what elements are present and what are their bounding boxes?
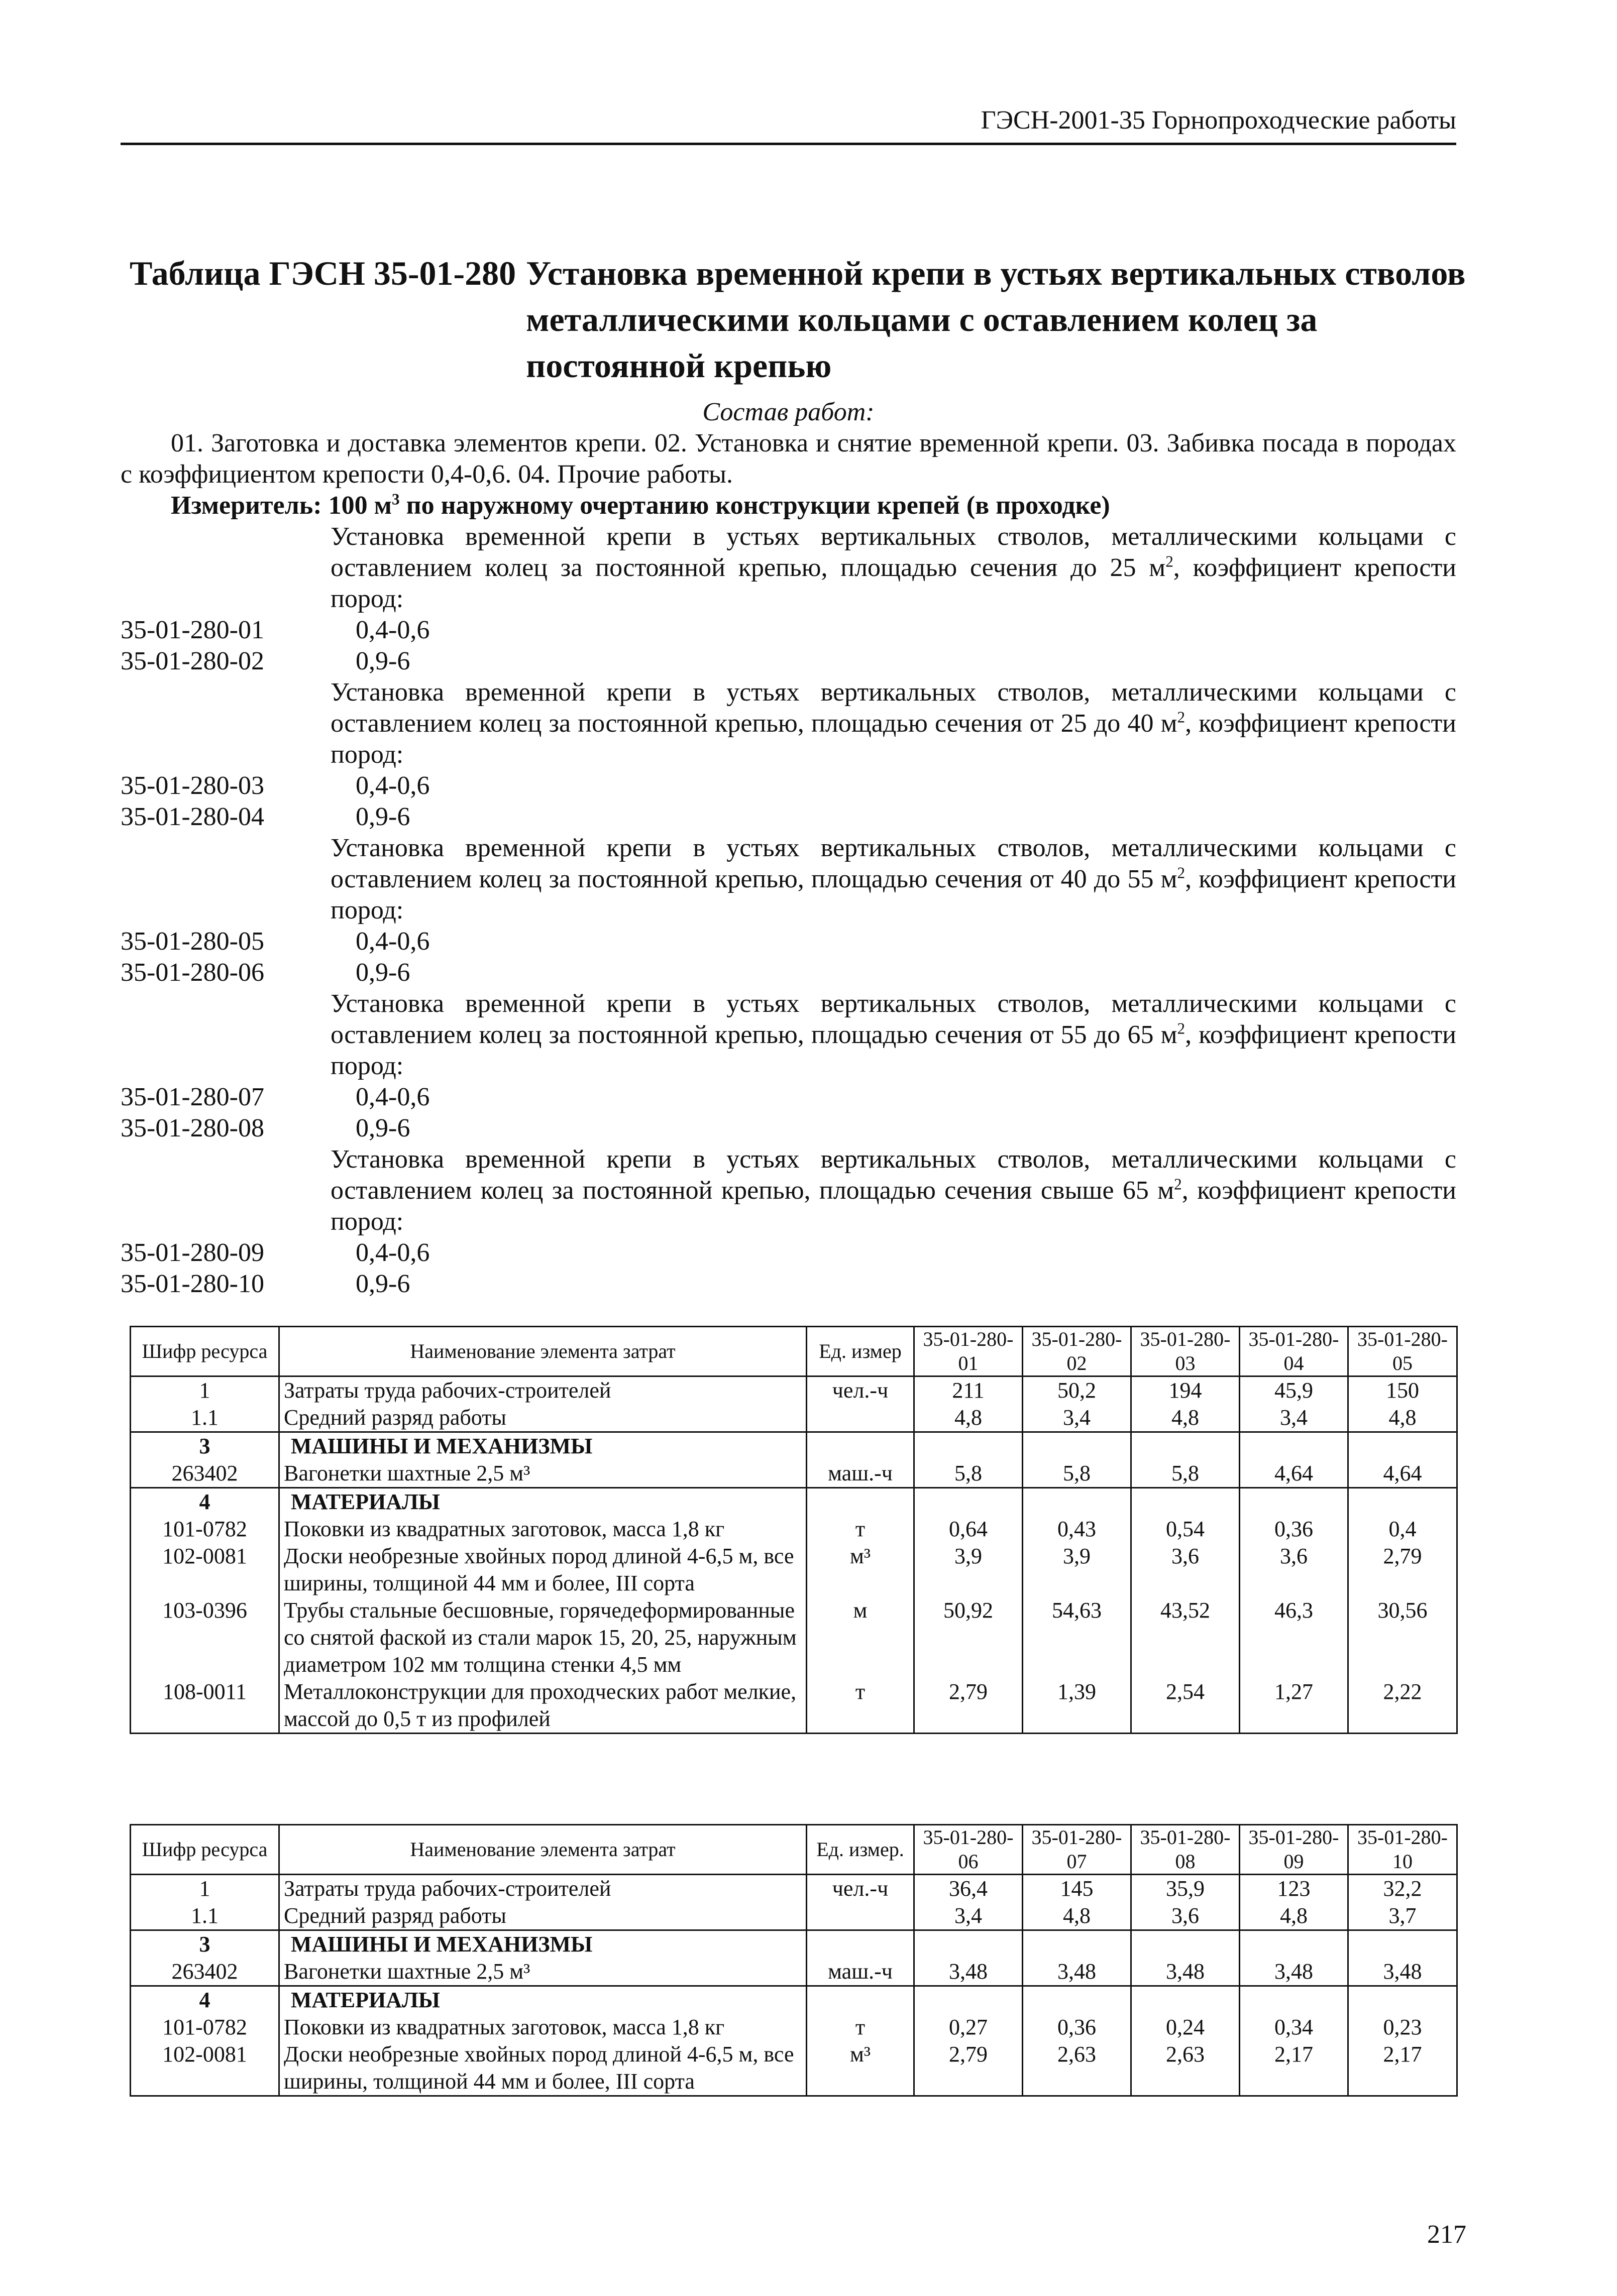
norm-code: 35-01-280-09 — [121, 1238, 264, 1267]
resource-code: 4 — [131, 1986, 279, 2014]
table-row — [131, 1986, 1457, 2014]
table-row — [131, 1404, 1457, 1432]
table-header-row — [131, 1825, 1457, 1875]
norm-code: 35-01-280-04 — [121, 802, 264, 831]
header-name: Наименование элемента затрат — [279, 1825, 807, 1875]
resource-value: 2,79 — [1348, 1543, 1457, 1597]
resource-name: Средний разряд работы — [279, 1902, 807, 1930]
resource-value: 5,8 — [1131, 1460, 1240, 1488]
table-row — [131, 1376, 1457, 1405]
resource-unit: маш.-ч — [807, 1958, 914, 1986]
norm-value: 0,4-0,6 — [356, 1238, 430, 1267]
norm-value: 0,9-6 — [356, 958, 410, 987]
header-name: Наименование элемента затрат — [279, 1327, 807, 1376]
norm-code: 35-01-280-08 — [121, 1114, 264, 1142]
norm-description-tail: , коэффициент крепости пород: — [331, 1176, 1457, 1236]
header-norm-code: 35-01-280-07 — [1023, 1825, 1131, 1875]
resource-value: 0,34 — [1240, 2014, 1348, 2041]
table-row — [131, 2014, 1457, 2041]
resource-name: МАТЕРИАЛЫ — [279, 1986, 807, 2014]
resource-value — [1131, 1488, 1240, 1516]
norm-description-text: Установка временной крепи в устьях вертикальных стволов, металлическими кольцами с оставлением колец за постоянной крепью, площадью сечения свыше 65 м — [331, 1145, 1456, 1205]
resource-value — [1240, 1986, 1348, 2014]
header-norm-code: 35-01-280-02 — [1023, 1327, 1131, 1376]
norm-code-row — [121, 1269, 1456, 1300]
header-norm-code: 35-01-280-04 — [1240, 1327, 1348, 1376]
resource-name: МАТЕРИАЛЫ — [279, 1488, 807, 1516]
resource-unit — [807, 1986, 914, 2014]
resource-value: 54,63 — [1023, 1597, 1131, 1678]
resource-unit: м³ — [807, 1543, 914, 1597]
resource-name: Вагонетки шахтные 2,5 м³ — [279, 1460, 807, 1488]
resource-code: 1 — [131, 1875, 279, 1903]
norm-code: 35-01-280-07 — [121, 1083, 264, 1111]
resource-value: 0,36 — [1240, 1516, 1348, 1543]
resource-name: МАШИНЫ И МЕХАНИЗМЫ — [279, 1432, 807, 1460]
table-row — [131, 1875, 1457, 1903]
table-title-text: Установка временной крепи в устьях вертикальных стволов металлическими кольцами с оставлением колец за постоянной крепью — [526, 254, 1466, 385]
norm-description-tail: , коэффициент крепости пород: — [331, 553, 1457, 613]
resource-name: Вагонетки шахтные 2,5 м³ — [279, 1958, 807, 1986]
running-header: ГЭСН-2001-35 Горнопроходческие работы — [121, 100, 1456, 145]
table-row — [131, 1488, 1457, 1516]
resource-value: 3,6 — [1240, 1543, 1348, 1597]
meter-rest: по наружному очертанию конструкции крепей (в проходке) — [399, 491, 1110, 520]
resource-name: Затраты труда рабочих-строителей — [279, 1875, 807, 1903]
resource-value: 43,52 — [1131, 1597, 1240, 1678]
norm-description-tail: , коэффициент крепости пород: — [331, 865, 1456, 925]
norm-groups — [121, 521, 1456, 1300]
header-norm-code: 35-01-280-10 — [1348, 1825, 1457, 1875]
norm-value: 0,4-0,6 — [356, 616, 430, 644]
header-norm-code: 35-01-280-03 — [1131, 1327, 1240, 1376]
resource-value: 4,8 — [1240, 1902, 1348, 1930]
resource-name: Средний разряд работы — [279, 1404, 807, 1432]
resource-value: 3,7 — [1348, 1902, 1457, 1930]
resource-code: 3 — [131, 1930, 279, 1959]
header-norm-code: 35-01-280-09 — [1240, 1825, 1348, 1875]
resource-value — [1023, 1930, 1131, 1959]
resource-value: 2,17 — [1240, 2041, 1348, 2096]
main-content — [121, 397, 1456, 1300]
resource-value: 0,4 — [1348, 1516, 1457, 1543]
resource-unit: чел.-ч — [807, 1376, 914, 1405]
header-unit: Ед. измер — [807, 1327, 914, 1376]
page-number: 217 — [1427, 2220, 1466, 2249]
work-heading: Состав работ: — [702, 398, 875, 426]
table-row — [131, 1678, 1457, 1734]
resource-value: 2,63 — [1131, 2041, 1240, 2096]
resource-code: 108-0011 — [131, 1678, 279, 1734]
resource-code: 263402 — [131, 1958, 279, 1986]
resource-value: 3,48 — [914, 1958, 1023, 1986]
resource-value: 3,48 — [1348, 1958, 1457, 1986]
resource-unit: м — [807, 1597, 914, 1678]
resource-value: 0,23 — [1348, 2014, 1457, 2041]
resource-value: 3,9 — [1023, 1543, 1131, 1597]
resource-value: 1,27 — [1240, 1678, 1348, 1734]
resource-value: 0,43 — [1023, 1516, 1131, 1543]
table-row — [131, 1432, 1457, 1460]
resource-value: 123 — [1240, 1875, 1348, 1903]
resource-code: 1.1 — [131, 1902, 279, 1930]
resource-name: Доски необрезные хвойных пород длиной 4-6,5 м, все ширины, толщиной 44 мм и более, III сорта — [279, 1543, 807, 1597]
norm-value: 0,9-6 — [356, 1114, 410, 1142]
resource-value: 3,48 — [1240, 1958, 1348, 1986]
resource-value: 2,79 — [914, 2041, 1023, 2096]
table-row — [131, 1958, 1457, 1986]
resource-value: 3,4 — [1023, 1404, 1131, 1432]
resource-unit: м³ — [807, 2041, 914, 2096]
resource-value: 32,2 — [1348, 1875, 1457, 1903]
resource-unit — [807, 1404, 914, 1432]
norm-code: 35-01-280-05 — [121, 927, 264, 956]
meter-value: 100 м — [328, 491, 392, 520]
norm-value: 0,9-6 — [356, 802, 410, 831]
norm-description — [331, 677, 1456, 770]
resource-name: Доски необрезные хвойных пород длиной 4-6,5 м, все ширины, толщиной 44 мм и более, III сорта — [279, 2041, 807, 2096]
norm-value: 0,4-0,6 — [356, 1083, 430, 1111]
norm-description — [331, 833, 1456, 926]
resource-code: 3 — [131, 1432, 279, 1460]
resource-value — [1023, 1986, 1131, 2014]
norm-code-row — [121, 926, 1456, 957]
resource-value: 30,56 — [1348, 1597, 1457, 1678]
resource-value — [1240, 1432, 1348, 1460]
norm-code-row — [121, 1113, 1456, 1144]
resource-code: 101-0782 — [131, 1516, 279, 1543]
resource-value — [1023, 1488, 1131, 1516]
header-unit: Ед. измер. — [807, 1825, 914, 1875]
norm-code: 35-01-280-03 — [121, 771, 264, 800]
resource-code: 263402 — [131, 1460, 279, 1488]
resource-unit: чел.-ч — [807, 1875, 914, 1903]
norm-description-text: Установка временной крепи в устьях вертикальных стволов, металлическими кольцами с оставлением колец за постоянной крепью, площадью сечения от 25 до 40 м — [331, 678, 1456, 738]
resource-value — [914, 1432, 1023, 1460]
norm-code-row — [121, 646, 1456, 677]
norm-code: 35-01-280-06 — [121, 958, 264, 987]
resource-value: 145 — [1023, 1875, 1131, 1903]
resource-value: 3,48 — [1131, 1958, 1240, 1986]
resource-value: 45,9 — [1240, 1376, 1348, 1405]
resource-value — [1131, 1432, 1240, 1460]
resource-value: 3,4 — [914, 1902, 1023, 1930]
resource-unit: т — [807, 2014, 914, 2041]
resource-value — [914, 1986, 1023, 2014]
resource-value — [1131, 1930, 1240, 1959]
table-row — [131, 1902, 1457, 1930]
resource-value: 3,9 — [914, 1543, 1023, 1597]
norm-description-text: Установка временной крепи в устьях вертикальных стволов, металлическими кольцами с оставлением колец за постоянной крепью, площадью сечения от 40 до 55 м — [331, 834, 1456, 893]
resource-value: 3,6 — [1131, 1902, 1240, 1930]
norm-description-text: Установка временной крепи в устьях вертикальных стволов, металлическими кольцами с оставлением колец за постоянной крепью, площадью сечения до 25 м — [331, 522, 1456, 582]
resource-value: 2,22 — [1348, 1678, 1457, 1734]
meter-line — [171, 490, 1456, 521]
resource-value: 0,27 — [914, 2014, 1023, 2041]
header-norm-code: 35-01-280-08 — [1131, 1825, 1240, 1875]
resource-value — [914, 1930, 1023, 1959]
resource-value: 4,8 — [1348, 1404, 1457, 1432]
resource-value — [1348, 1488, 1457, 1516]
resource-code: 1.1 — [131, 1404, 279, 1432]
norm-description-sup: 2 — [1165, 552, 1173, 570]
resource-code: 4 — [131, 1488, 279, 1516]
norm-value: 0,9-6 — [356, 647, 410, 675]
norm-code: 35-01-280-01 — [121, 616, 264, 644]
header-norm-code: 35-01-280-01 — [914, 1327, 1023, 1376]
norm-description-sup: 2 — [1174, 1175, 1182, 1193]
resource-name: Трубы стальные бесшовные, горячедеформированные со снятой фаской из стали марок 15, 20, 25, наружным диаметром 102 мм толщина стенки 4,5 мм — [279, 1597, 807, 1678]
resource-code: 103-0396 — [131, 1597, 279, 1678]
resource-unit — [807, 1488, 914, 1516]
norm-code-row — [121, 1082, 1456, 1113]
resource-value: 3,48 — [1023, 1958, 1131, 1986]
table-row — [131, 1543, 1457, 1597]
resource-value: 4,8 — [914, 1404, 1023, 1432]
resource-code: 101-0782 — [131, 2014, 279, 2041]
norm-description-text: Установка временной крепи в устьях вертикальных стволов, металлическими кольцами с оставлением колец за постоянной крепью, площадью сечения от 55 до 65 м — [331, 989, 1456, 1049]
resource-value: 2,79 — [914, 1678, 1023, 1734]
resource-unit — [807, 1930, 914, 1959]
resource-value — [1023, 1432, 1131, 1460]
header-code: Шифр ресурса — [131, 1327, 279, 1376]
norm-description-tail: , коэффициент крепости пород: — [331, 1020, 1456, 1080]
resource-unit: маш.-ч — [807, 1460, 914, 1488]
resource-value: 0,54 — [1131, 1516, 1240, 1543]
resource-value: 5,8 — [914, 1460, 1023, 1488]
resource-value: 194 — [1131, 1376, 1240, 1405]
norm-description-sup: 2 — [1177, 708, 1185, 726]
header-code: Шифр ресурса — [131, 1825, 279, 1875]
resource-code: 1 — [131, 1376, 279, 1405]
meter-sup: 3 — [392, 490, 400, 508]
table-row — [131, 1597, 1457, 1678]
resource-value: 150 — [1348, 1376, 1457, 1405]
norm-code-row — [121, 801, 1456, 833]
norm-value: 0,9-6 — [356, 1270, 410, 1298]
meter-label: Измеритель: — [171, 491, 322, 520]
resource-value: 4,64 — [1348, 1460, 1457, 1488]
resource-value: 36,4 — [914, 1875, 1023, 1903]
resource-value: 0,24 — [1131, 2014, 1240, 2041]
resource-value: 3,4 — [1240, 1404, 1348, 1432]
norm-code-row — [121, 615, 1456, 646]
table-row — [131, 1930, 1457, 1959]
resource-value: 2,54 — [1131, 1678, 1240, 1734]
resource-unit — [807, 1902, 914, 1930]
norm-code-row — [121, 1237, 1456, 1269]
norm-description-sup: 2 — [1177, 1019, 1185, 1038]
resource-value: 0,36 — [1023, 2014, 1131, 2041]
resource-name: Поковки из квадратных заготовок, масса 1,8 кг — [279, 1516, 807, 1543]
resource-table-2 — [130, 1824, 1458, 2097]
resource-value — [1240, 1488, 1348, 1516]
resource-name: МАШИНЫ И МЕХАНИЗМЫ — [279, 1930, 807, 1959]
resource-value — [1348, 1930, 1457, 1959]
resource-value: 2,63 — [1023, 2041, 1131, 2096]
resource-value: 46,3 — [1240, 1597, 1348, 1678]
resource-value: 35,9 — [1131, 1875, 1240, 1903]
table-row — [131, 2041, 1457, 2096]
table-title — [130, 250, 1486, 389]
norm-value: 0,4-0,6 — [356, 771, 430, 800]
resource-unit: т — [807, 1516, 914, 1543]
resource-name: Затраты труда рабочих-строителей — [279, 1376, 807, 1405]
resource-unit — [807, 1432, 914, 1460]
table-title-label: Таблица ГЭСН 35-01-280 — [130, 254, 516, 292]
resource-value — [1240, 1930, 1348, 1959]
resource-value — [1131, 1986, 1240, 2014]
table-row — [131, 1460, 1457, 1488]
resource-value: 4,64 — [1240, 1460, 1348, 1488]
work-composition: 01. Заготовка и доставка элементов крепи. 02. Установка и снятие временной крепи. 03. Забивка посада в породах с коэффициентом крепости 0,4-0,6. 04. Прочие работы. — [121, 429, 1456, 489]
resource-value: 2,17 — [1348, 2041, 1457, 2096]
resource-value: 211 — [914, 1376, 1023, 1405]
table-row — [131, 1516, 1457, 1543]
header-norm-code: 35-01-280-06 — [914, 1825, 1023, 1875]
resource-value: 1,39 — [1023, 1678, 1131, 1734]
norm-code: 35-01-280-02 — [121, 647, 264, 675]
norm-description-sup: 2 — [1177, 864, 1185, 882]
resource-table-1 — [130, 1326, 1458, 1734]
resource-value: 4,8 — [1131, 1404, 1240, 1432]
table-header-row — [131, 1327, 1457, 1376]
norm-code-row — [121, 957, 1456, 988]
norm-description — [331, 1144, 1456, 1237]
resource-unit: т — [807, 1678, 914, 1734]
norm-code: 35-01-280-10 — [121, 1270, 264, 1298]
resource-name: Металлоконструкции для проходческих работ мелкие, массой до 0,5 т из профилей — [279, 1678, 807, 1734]
resource-code: 102-0081 — [131, 1543, 279, 1597]
resource-name: Поковки из квадратных заготовок, масса 1,8 кг — [279, 2014, 807, 2041]
resource-value — [1348, 1986, 1457, 2014]
resource-value: 5,8 — [1023, 1460, 1131, 1488]
norm-value: 0,4-0,6 — [356, 927, 430, 956]
resource-code: 102-0081 — [131, 2041, 279, 2096]
resource-value: 50,2 — [1023, 1376, 1131, 1405]
resource-value: 4,8 — [1023, 1902, 1131, 1930]
resource-value — [1348, 1432, 1457, 1460]
header-norm-code: 35-01-280-05 — [1348, 1327, 1457, 1376]
resource-value — [914, 1488, 1023, 1516]
resource-value: 3,6 — [1131, 1543, 1240, 1597]
norm-code-row — [121, 770, 1456, 801]
norm-description — [331, 521, 1456, 615]
norm-description — [331, 988, 1456, 1082]
norm-description-tail: , коэффициент крепости пород: — [331, 709, 1456, 769]
resource-value: 0,64 — [914, 1516, 1023, 1543]
resource-value: 50,92 — [914, 1597, 1023, 1678]
